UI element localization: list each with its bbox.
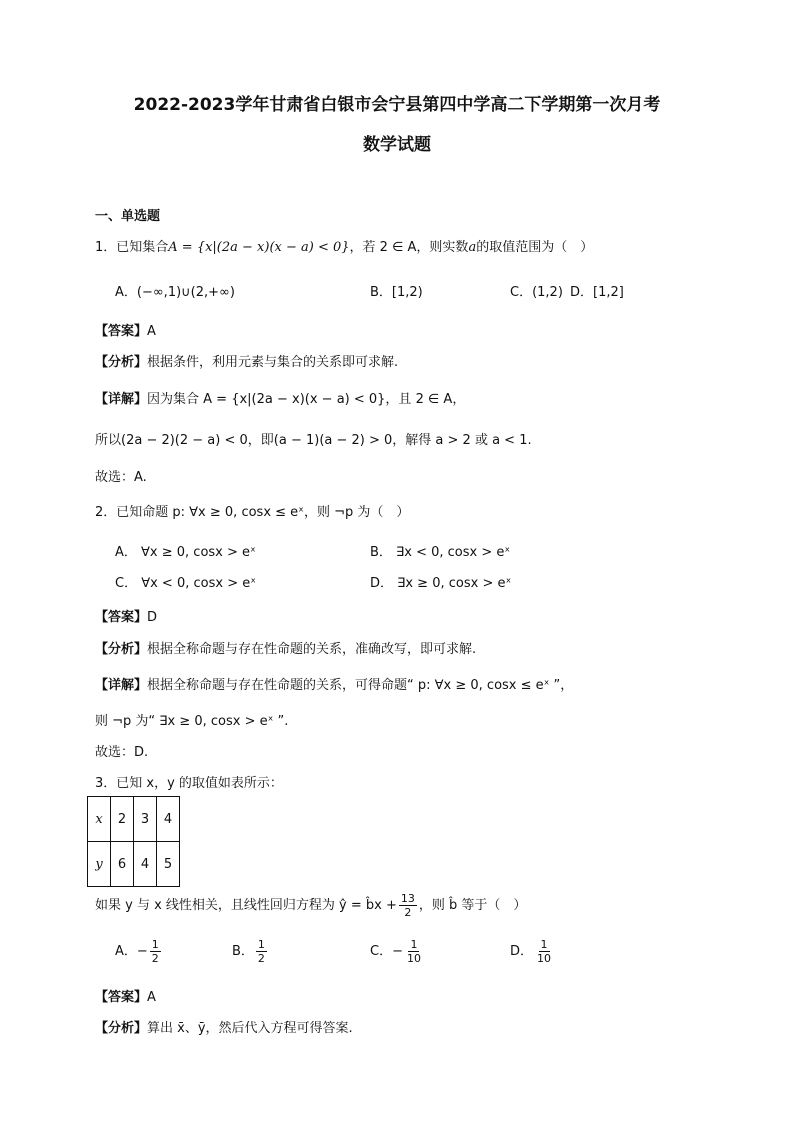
- q3-answer-value: A: [147, 990, 156, 1005]
- q2-conclusion: 故选：D.: [95, 745, 149, 760]
- fraction-denominator: 2: [404, 906, 412, 919]
- q1-conclusion: 故选：A.: [95, 470, 147, 485]
- fraction-denominator: 10: [537, 952, 552, 965]
- q3-option-c: [370, 938, 425, 965]
- q3-analysis-text: 算出 x̄、ȳ，然后代入方程可得答案.: [147, 1021, 353, 1036]
- q2-stem: 2．已知命题 p: ∀x ≥ 0, cosx ≤ eˣ，则 ¬p 为（ ）: [95, 505, 410, 520]
- q3-option-a-label: A．−: [115, 944, 148, 959]
- q3-stem2-b: ，则 b̂ 等于（ ）: [418, 898, 527, 913]
- q1-detail-tag: 【详解】: [95, 392, 148, 407]
- q3-stem2-a: 如果 y 与 x 线性相关，且线性回归方程为 ŷ = b̂x +: [95, 898, 397, 913]
- q3-fraction: [399, 892, 417, 919]
- table-row: [88, 842, 180, 887]
- q2-answer: [95, 606, 157, 625]
- table-cell: 4: [157, 797, 180, 842]
- q2-detail-line2: 则 ¬p 为“ ∃x ≥ 0, cosx > eˣ ”.: [95, 714, 289, 729]
- q1-option-d: D．[1,2]: [570, 285, 624, 300]
- table-cell: x: [88, 797, 111, 842]
- q1-stem-a: 1．已知集合: [95, 240, 169, 255]
- table-cell: 4: [134, 842, 157, 887]
- q3-option-d-label: D．: [510, 944, 534, 959]
- q3-option-c-label: C．−: [370, 944, 403, 959]
- q1-analysis-text: 根据条件，利用元素与集合的关系即可求解.: [147, 355, 399, 370]
- q2-answer-tag: 【答案】: [95, 610, 148, 625]
- table-cell: 3: [134, 797, 157, 842]
- q3-analysis-tag: 【分析】: [95, 1021, 148, 1036]
- q3-option-b-fraction: [256, 938, 267, 965]
- q1-answer: [95, 320, 156, 339]
- q3-option-b-label: B．: [232, 944, 254, 959]
- table-cell: y: [88, 842, 111, 887]
- table-row: [88, 797, 180, 842]
- q2-answer-value: D: [147, 610, 158, 625]
- q1-option-b: B．[1,2): [370, 285, 423, 300]
- q3-stem2: [95, 892, 526, 919]
- q1-set: A = {x|(2a − x)(x − a) < 0}: [168, 240, 350, 255]
- fraction-numerator: 1: [151, 938, 159, 951]
- q2-option-a: A． ∀x ≥ 0, cosx > eˣ: [115, 545, 256, 560]
- q1-answer-value: A: [147, 324, 156, 339]
- page-title-line2: 数学试题: [363, 135, 431, 155]
- q2-analysis-text: 根据全称命题与存在性命题的关系，准确改写，即可求解.: [147, 642, 477, 657]
- fraction-denominator: 2: [151, 952, 159, 965]
- fraction-denominator: 2: [257, 952, 265, 965]
- section-heading: 一、单选题: [95, 209, 161, 224]
- q2-analysis-tag: 【分析】: [95, 642, 148, 657]
- q3-option-a-fraction: [150, 938, 161, 965]
- fraction-numerator: 1: [540, 938, 548, 951]
- q1-analysis-tag: 【分析】: [95, 355, 148, 370]
- q1-detail: [95, 388, 465, 407]
- q2-option-d: D． ∃x ≥ 0, cosx > eˣ: [370, 576, 512, 591]
- q3-stem: 3．已知 x，y 的取值如表所示：: [95, 776, 283, 791]
- q1-detail-line2: 所以(2a − 2)(2 − a) < 0，即(a − 1)(a − 2) > 0，解得 a > 2 或 a < 1.: [95, 433, 532, 448]
- q2-detail-text: 根据全称命题与存在性命题的关系，可得命题“ p: ∀x ≥ 0, cosx ≤ eˣ ”，: [147, 678, 574, 693]
- q1-stem-b: ，若 2 ∈ A，则实数: [349, 240, 469, 255]
- q2-detail: [95, 674, 573, 693]
- fraction-numerator: 13: [400, 892, 415, 905]
- table-cell: 6: [111, 842, 134, 887]
- table-cell: 2: [111, 797, 134, 842]
- q1-detail-text: 因为集合 A = {x|(2a − x)(x − a) < 0}，且 2 ∈ A，: [147, 392, 466, 407]
- q2-analysis: [95, 638, 476, 657]
- q3-option-d: [510, 938, 555, 965]
- q1-var: a: [468, 240, 477, 255]
- q2-option-b: B． ∃x < 0, cosx > eˣ: [370, 545, 511, 560]
- q2-detail-tag: 【详解】: [95, 678, 148, 693]
- q1-option-a: A．(−∞,1)∪(2,+∞): [115, 285, 235, 300]
- q3-answer-tag: 【答案】: [95, 990, 148, 1005]
- q1-answer-tag: 【答案】: [95, 324, 148, 339]
- fraction-numerator: 1: [257, 938, 265, 951]
- q1-stem-c: 的取值范围为（ ）: [476, 240, 594, 255]
- q1-analysis: [95, 351, 398, 370]
- q2-option-c: C． ∀x < 0, cosx > eˣ: [115, 576, 256, 591]
- q3-option-c-fraction: [405, 938, 423, 965]
- fraction-denominator: 10: [406, 952, 421, 965]
- page-title-line1: 2022-2023学年甘肃省白银市会宁县第四中学高二下学期第一次月考: [133, 95, 661, 115]
- q3-answer: [95, 986, 156, 1005]
- q3-option-d-fraction: [535, 938, 553, 965]
- q3-analysis: [95, 1017, 353, 1036]
- fraction-numerator: 1: [410, 938, 418, 951]
- q3-option-b: [232, 938, 269, 965]
- table-cell: 5: [157, 842, 180, 887]
- q1-option-c: C．(1,2): [510, 285, 563, 300]
- xy-value-table: [87, 796, 180, 887]
- q3-option-a: [115, 938, 163, 965]
- q1-stem: [95, 236, 593, 255]
